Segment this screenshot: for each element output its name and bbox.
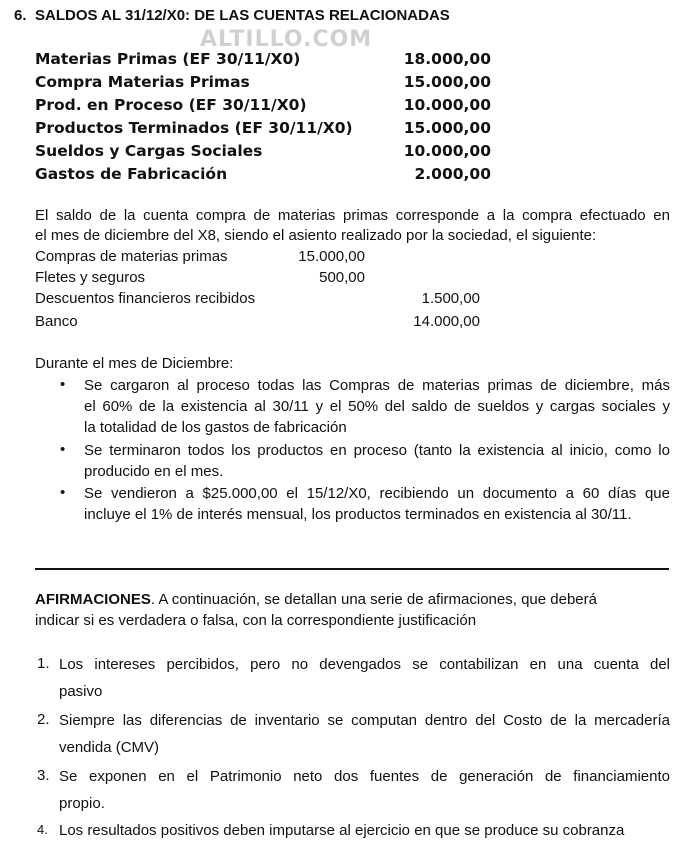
bullet-line: el 60% de la existencia al 30/11 y el 50% del saldo de sueldos y cargas sociales y xyxy=(84,398,670,415)
entry-credit: 14.000,00 xyxy=(413,313,480,330)
entry-credit: 1.500,00 xyxy=(421,290,480,307)
bullet-dot: • xyxy=(60,441,66,458)
section-title: SALDOS AL 31/12/X0: DE LAS CUENTAS RELACIONADAS xyxy=(35,7,450,24)
item-line: Se exponen en el Patrimonio neto dos fuentes de generación de financiamiento xyxy=(59,768,670,785)
balance-value: 10.000,00 xyxy=(403,96,491,114)
balance-label: Productos Terminados (EF 30/11/X0) xyxy=(35,119,353,137)
bullet-line: Se cargaron al proceso todas las Compras de materias primas de diciembre, más xyxy=(84,377,670,394)
balance-label: Materias Primas (EF 30/11/X0) xyxy=(35,50,301,68)
section-number: 6. xyxy=(14,7,27,24)
bullet-line: incluye el 1% de interés mensual, los productos terminados en existencia al 30/11. xyxy=(84,506,632,523)
balance-label: Prod. en Proceso (EF 30/11/X0) xyxy=(35,96,307,114)
item-line: vendida (CMV) xyxy=(59,739,160,756)
item-line: Los intereses percibidos, pero no devengados se contabilizan en una cuenta del xyxy=(59,656,670,673)
entry-debit: 500,00 xyxy=(319,269,365,286)
item-number: 2. xyxy=(37,711,50,728)
balance-value: 15.000,00 xyxy=(403,73,491,91)
afirmaciones-title: AFIRMACIONES xyxy=(35,591,151,608)
item-number: 3. xyxy=(37,767,50,784)
afirmaciones-intro-line: indicar si es verdadera o falsa, con la correspondiente justificación xyxy=(35,612,477,629)
item-line: propio. xyxy=(59,795,105,812)
balance-label: Gastos de Fabricación xyxy=(35,165,228,183)
entry-label: Fletes y seguros xyxy=(35,269,146,286)
bullet-dot: • xyxy=(60,484,66,501)
item-number: 1. xyxy=(37,655,50,672)
afirmaciones-intro xyxy=(35,591,597,608)
bullet-line: producido en el mes. xyxy=(84,463,224,480)
paragraph-line: El saldo de la cuenta compra de materias primas corresponde a la compra efectuado en xyxy=(35,207,670,224)
entry-label: Compras de materias primas xyxy=(35,248,228,265)
december-intro: Durante el mes de Diciembre: xyxy=(35,355,234,372)
balance-value: 2.000,00 xyxy=(414,165,491,183)
balance-value: 10.000,00 xyxy=(403,142,491,160)
afirmaciones-intro-text: . A continuación, se detallan una serie de afirmaciones, que deberá xyxy=(150,591,597,608)
entry-debit: 15.000,00 xyxy=(298,248,365,265)
item-line: pasivo xyxy=(59,683,103,700)
bullet-dot: • xyxy=(60,376,66,393)
bullet-line: Se terminaron todos los productos en proceso (tanto la existencia al inicio, como lo xyxy=(84,442,670,459)
balance-label: Sueldos y Cargas Sociales xyxy=(35,142,263,160)
item-line: Siempre las diferencias de inventario se computan dentro del Costo de la mercadería xyxy=(59,712,670,729)
entry-label: Descuentos financieros recibidos xyxy=(35,290,256,307)
balance-value: 18.000,00 xyxy=(403,50,491,68)
item-line: Los resultados positivos deben imputarse al ejercicio en que se produce su cobranza xyxy=(59,822,625,839)
paragraph-line: el mes de diciembre del X8, siendo el asiento realizado por la sociedad, el siguiente: xyxy=(35,227,597,244)
watermark: ALTILLO.COM xyxy=(200,27,373,52)
item-number: 4. xyxy=(37,822,48,837)
bullet-line: la totalidad de los gastos de fabricación xyxy=(84,419,347,436)
section-divider xyxy=(35,568,669,570)
balance-label: Compra Materias Primas xyxy=(35,73,250,91)
balance-value: 15.000,00 xyxy=(403,119,491,137)
entry-label: Banco xyxy=(35,313,78,330)
bullet-line: Se vendieron a $25.000,00 el 15/12/X0, recibiendo un documento a 60 días que xyxy=(84,485,670,502)
